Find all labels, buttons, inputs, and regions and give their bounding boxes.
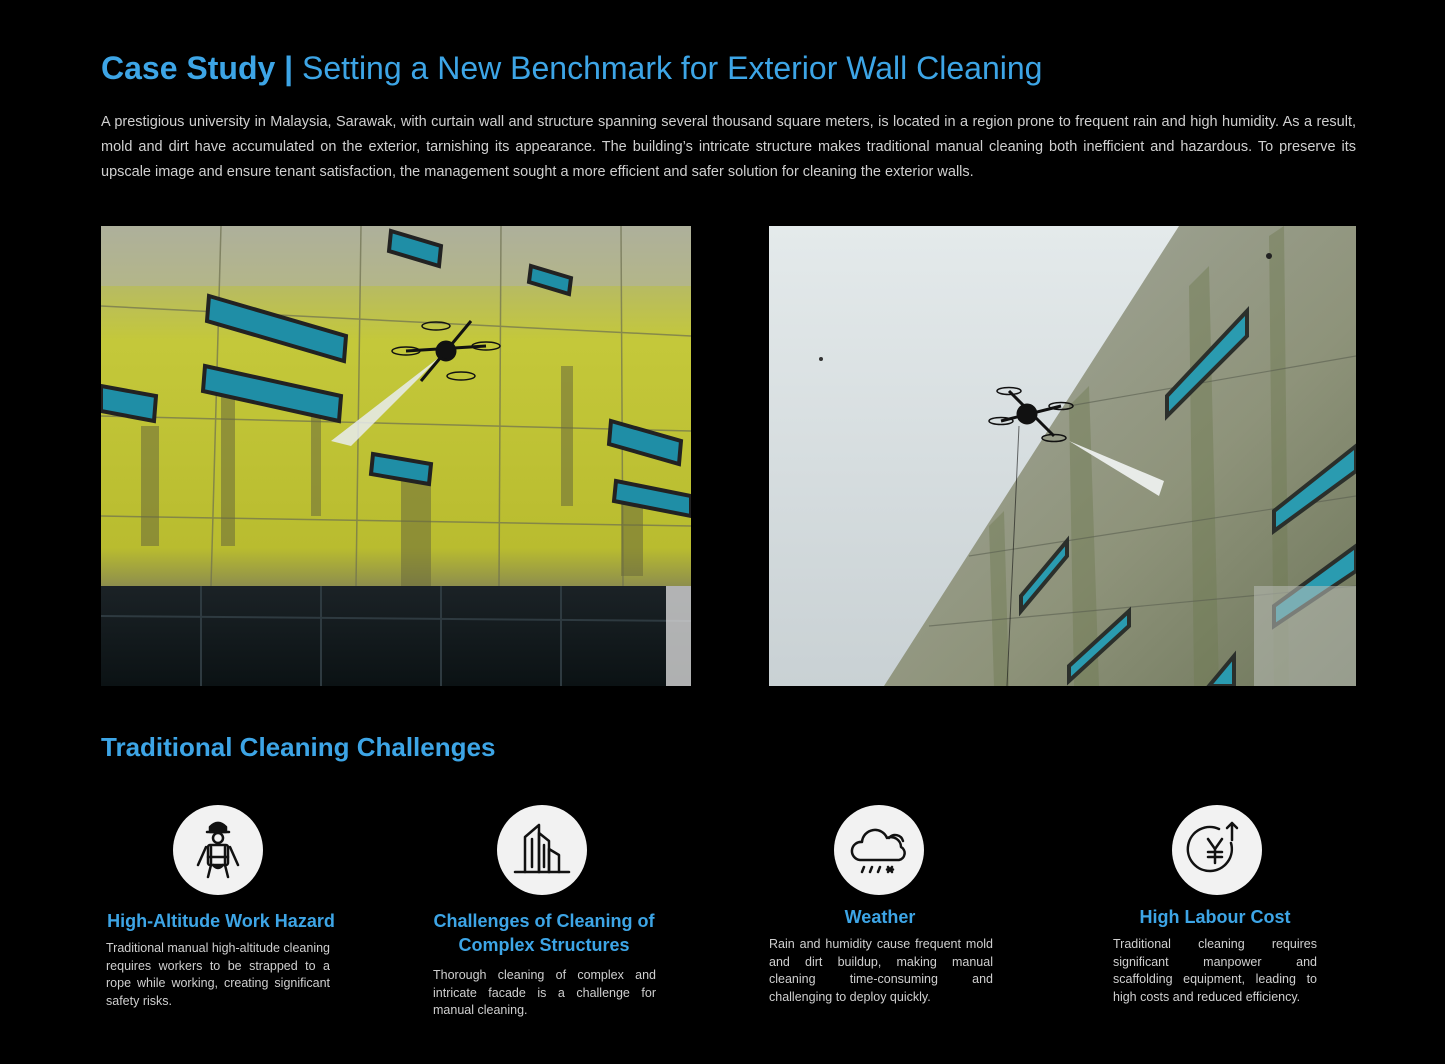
challenge-title: Challenges of Cleaning of Complex Structures (433, 911, 655, 955)
page-title (101, 50, 1042, 87)
challenge-card-complex (424, 909, 664, 957)
photo-drone-sky-facade (769, 226, 1356, 686)
challenge-text: Rain and humidity cause frequent mold and dirt buildup, making manual cleaning time-consuming and challenging to deploy quickly. (769, 937, 993, 1004)
challenge-title: Weather (844, 907, 916, 927)
challenge-text: Thorough cleaning of complex and intricate facade is a challenge for manual cleaning. (433, 968, 656, 1017)
title-main: Setting a New Benchmark for Exterior Wall Cleaning (302, 50, 1043, 86)
challenge-card-cost (1095, 905, 1335, 929)
challenge-text-weather (769, 936, 993, 1006)
photo-drone-cleaning-facade (101, 226, 691, 686)
intro-paragraph: A prestigious university in Malaysia, Sarawak, with curtain wall and structure spanning several thousand square meters, is located in a region prone to frequent rain and high humidity. As a result, mold and dirt have accumulated on the exterior, tarnishing its appearance. The building’s intricate structure makes traditional manual cleaning both inefficient and hazardous. To preserve its upscale image and ensure tenant satisfaction, the management sought a more efficient and safer solution for cleaning the exterior walls. (101, 114, 1356, 180)
challenge-text-altitude (106, 940, 330, 1010)
worker-harness-icon (173, 805, 263, 895)
challenge-text: Traditional cleaning requires significant manpower and scaffolding equipment, leading to high costs and reduced efficiency. (1113, 937, 1317, 1004)
challenge-card-weather (760, 905, 1000, 929)
challenge-title: High Labour Cost (1139, 907, 1291, 927)
title-prefix: Case Study | (101, 50, 294, 86)
yen-cost-rise-icon (1172, 805, 1262, 895)
challenge-card-altitude (101, 909, 341, 933)
challenge-text-complex (433, 967, 656, 1020)
challenge-text-cost (1113, 936, 1317, 1006)
buildings-icon (497, 805, 587, 895)
challenge-text: Traditional manual high-altitude cleaning requires workers to be strapped to a rope while working, creating significant safety risks. (106, 941, 330, 1008)
section-title: Traditional Cleaning Challenges (101, 732, 496, 762)
cloud-rain-icon (834, 805, 924, 895)
challenge-title: High-Altitude Work Hazard (107, 911, 335, 931)
